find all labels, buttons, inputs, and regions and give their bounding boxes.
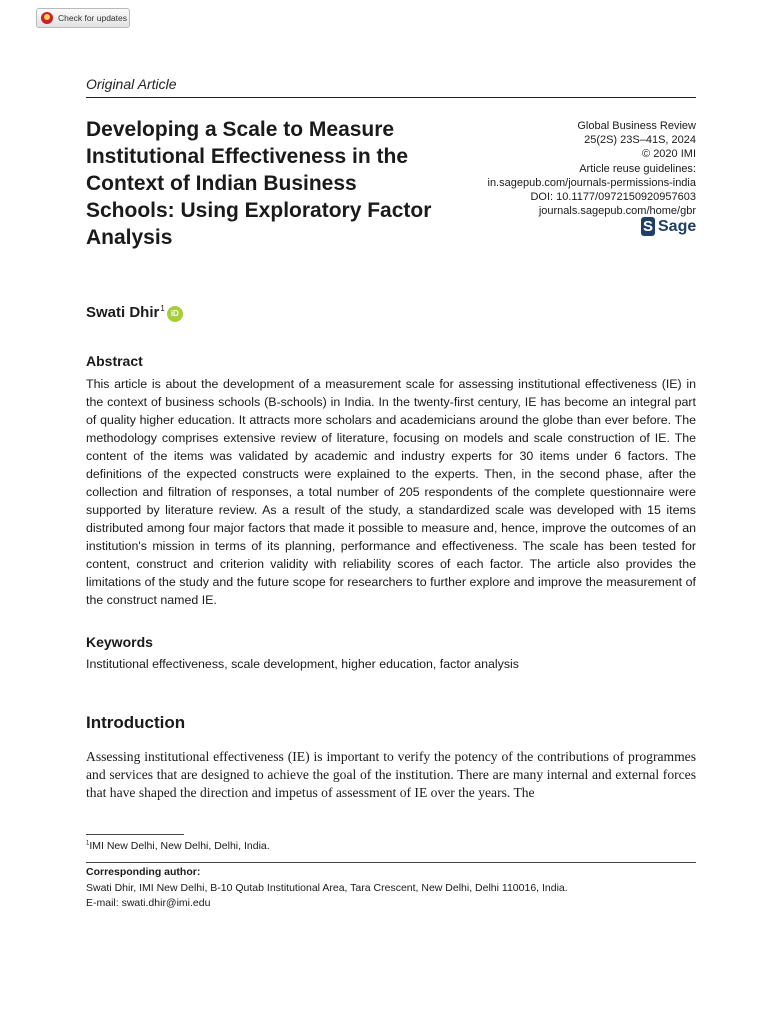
- orcid-icon[interactable]: iD: [167, 306, 183, 322]
- check-for-updates-icon: [41, 12, 53, 24]
- reuse-link[interactable]: in.sagepub.com/journals-permissions-india: [487, 176, 696, 189]
- doi-link[interactable]: DOI: 10.1177/0972150920957603: [530, 191, 696, 204]
- journal-copyright: © 2020 IMI: [642, 148, 696, 161]
- journal-meta: [488, 119, 697, 218]
- author-name: Swati Dhir: [86, 304, 160, 321]
- corresponding-author-address: Swati Dhir, IMI New Delhi, B-10 Qutab Institutional Area, Tara Crescent, New Delhi, Delhi 110016, India.: [86, 882, 568, 894]
- corresponding-author-label: Corresponding author:: [86, 866, 201, 878]
- introduction-heading: Introduction: [86, 713, 186, 732]
- journal-home-link[interactable]: journals.sagepub.com/home/gbr: [538, 205, 696, 218]
- keywords-text: Institutional effectiveness, scale development, higher education, factor analysis: [86, 657, 520, 671]
- check-for-updates-label: Check for updates: [58, 13, 127, 23]
- check-for-updates-button[interactable]: [36, 8, 130, 28]
- footnote-rule: [86, 834, 184, 835]
- introduction-text: Assessing institutional effectiveness (IE) is important to verify the potency of the contributions of programmes and services that are designed to achieve the goal of the institution. There are many internal and external forces that have shaped the direction and impetus of assessment of IE over the years. The: [86, 749, 696, 800]
- reuse-label: Article reuse guidelines:: [579, 162, 696, 175]
- author-affiliation-mark: 1: [160, 304, 165, 313]
- abstract-heading: Abstract: [86, 353, 143, 369]
- footnote-mark: 1: [86, 840, 90, 847]
- affiliation-footnote: [86, 840, 270, 852]
- corresponding-author-email[interactable]: E-mail: swati.dhir@imi.edu: [86, 897, 211, 909]
- footnote-text: IMI New Delhi, New Delhi, Delhi, India.: [89, 840, 270, 852]
- correspondence-rule: [86, 862, 696, 863]
- journal-volume: 25(2S) 23S–41S, 2024: [584, 134, 696, 147]
- article-title: Developing a Scale to Measure Institutional Effectiveness in the Context of Indian Business Schools: Using Exploratory Factor Analysis: [86, 118, 432, 249]
- article-type: Original Article: [86, 76, 177, 92]
- abstract-text: This article is about the development of a measurement scale for assessing institutional effectiveness (IE) in the context of business schools (B-schools) in India. In the twenty-first century, IE has become an integral part of quality higher education. It attracts more scholars and academicians around the globe than ever before. The methodology comprises extensive review of literature, focusing on models and scale construction of IE. The content of the items was validated by academic and industry experts for 30 items under 6 factors. The definitions of the expected constructs were explained to the experts. Then, in the second phase, after the collection and filtration of responses, a total number of 205 respondents of the complete questionnaire were supported by literature review. As a result of the study, a standardized scale was developed with 15 items distributed among four major factors that made it possible to measure and, hence, improve the outcomes of an institution's mission in terms of its planning, performance and effectiveness. The scale has been tested for content, construct and criterion validity with reliability scores of each factor. The article also provides the limitations of the study and the future scope for researchers to further explore and improve the measurement of the construct named IE.: [86, 377, 696, 607]
- keywords-heading: Keywords: [86, 634, 153, 650]
- author-line: [86, 304, 183, 322]
- sage-icon: S: [642, 218, 653, 235]
- sage-logo: [641, 217, 696, 236]
- journal-name: Global Business Review: [577, 120, 696, 132]
- sage-wordmark: Sage: [658, 217, 697, 235]
- header-rule: [86, 97, 696, 98]
